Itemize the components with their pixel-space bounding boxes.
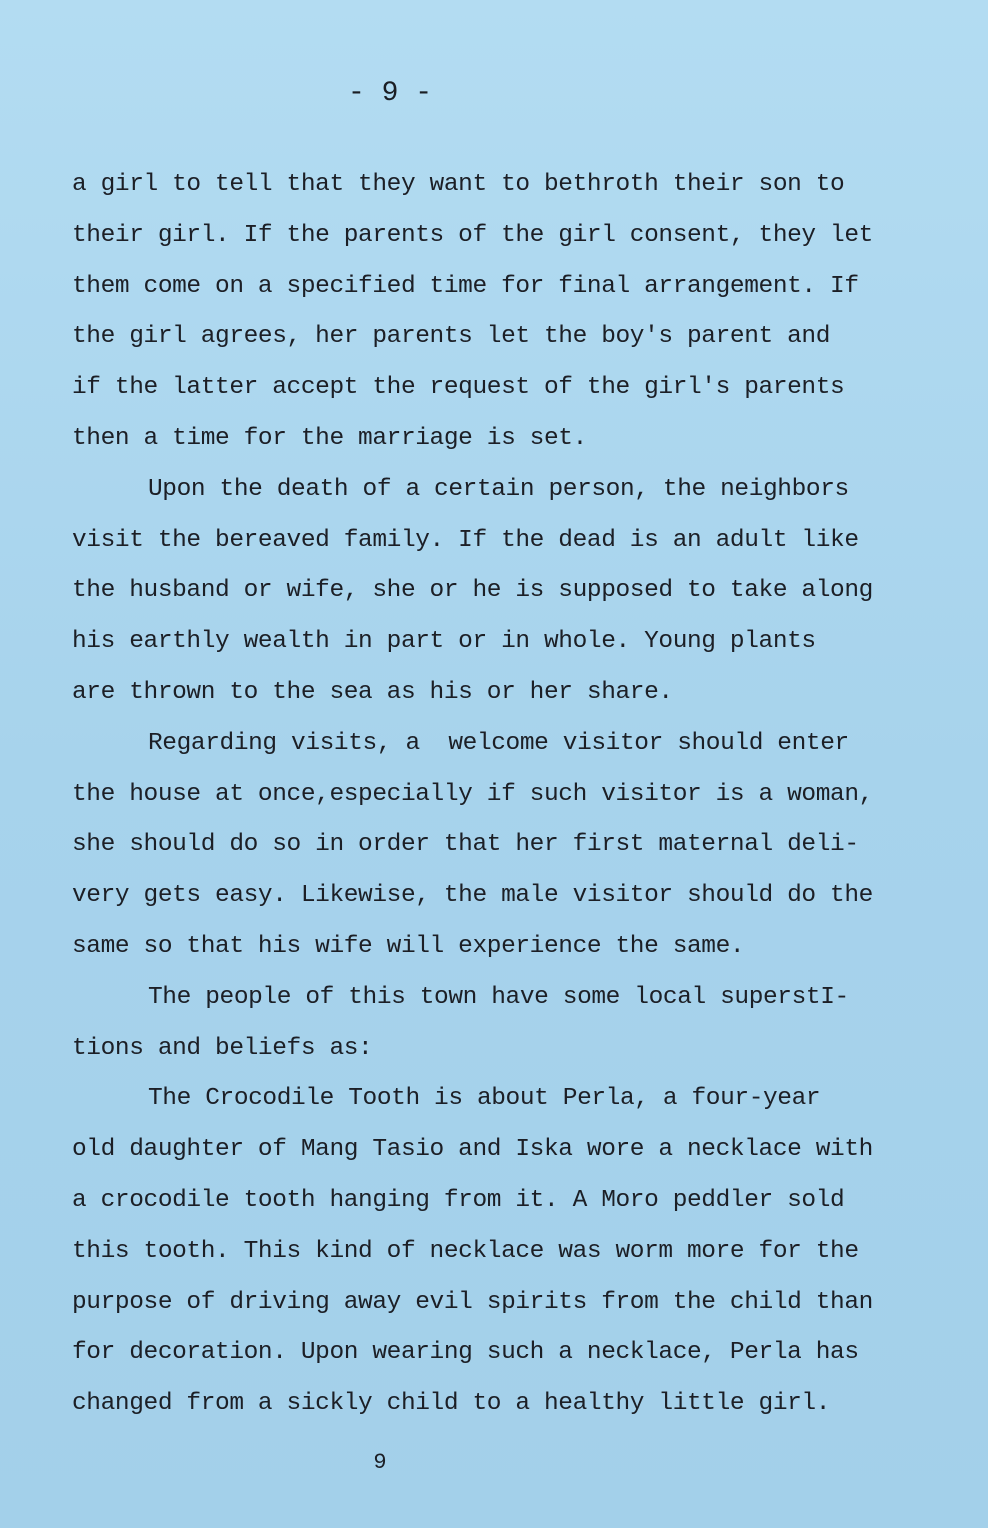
text-line: this tooth. This kind of necklace was worm more for the [72, 1237, 859, 1265]
page-footer-number: 9 [373, 1450, 387, 1475]
paragraph-start-line: Upon the death of a certain person, the neighbors [148, 475, 849, 503]
text-line: old daughter of Mang Tasio and Iska wore a necklace with [72, 1136, 873, 1164]
paragraph-start-line: Regarding visits, a welcome visitor should enter [148, 729, 849, 757]
text-line: the girl agrees, her parents let the boy's parent and [72, 323, 831, 351]
text-line: purpose of driving away evil spirits from the child than [72, 1288, 873, 1316]
text-line: very gets easy. Likewise, the male visitor should do the [72, 882, 873, 910]
text-line: if the latter accept the request of the girl's parents [72, 374, 845, 402]
paragraph-start-line: The Crocodile Tooth is about Perla, a four-year [148, 1085, 821, 1113]
text-line: tions and beliefs as: [72, 1034, 373, 1062]
text-line: a crocodile tooth hanging from it. A Moro peddler sold [72, 1186, 845, 1214]
text-line: their girl. If the parents of the girl consent, they let [72, 221, 873, 249]
text-line: for decoration. Upon wearing such a necklace, Perla has [72, 1339, 859, 1367]
text-line: them come on a specified time for final arrangement. If [72, 272, 859, 300]
text-line: his earthly wealth in part or in whole. Young plants [72, 628, 816, 656]
text-line: are thrown to the sea as his or her share. [72, 678, 673, 706]
text-line: the husband or wife, she or he is supposed to take along [72, 577, 873, 605]
text-line: the house at once,especially if such visitor is a woman, [72, 780, 873, 808]
paragraph-start-line: The people of this town have some local superstI- [148, 983, 849, 1011]
text-line: a girl to tell that they want to bethroth their son to [72, 171, 845, 198]
text-line: changed from a sickly child to a healthy little girl. [72, 1390, 831, 1418]
text-line: visit the bereaved family. If the dead is an adult like [72, 526, 859, 554]
text-line: she should do so in order that her first maternal deli- [72, 831, 859, 859]
document-body [72, 160, 952, 1430]
text-line: then a time for the marriage is set. [72, 424, 587, 452]
page-header-number: - 9 - [347, 78, 432, 109]
text-line: same so that his wife will experience the same. [72, 932, 745, 960]
